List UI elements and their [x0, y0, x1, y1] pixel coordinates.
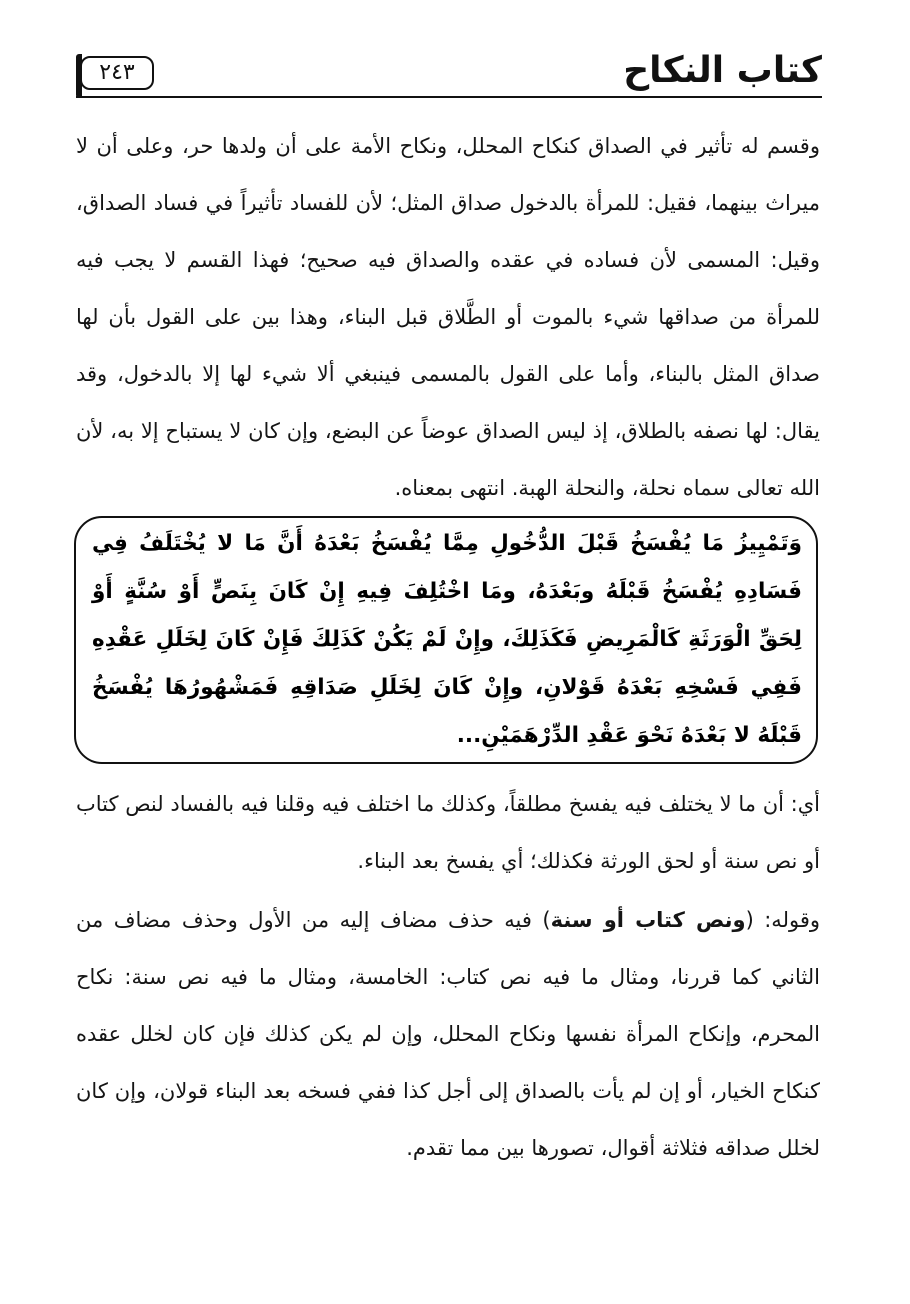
- paragraph-3: [76, 892, 820, 1177]
- matn-quote-text: وَتَمْيِيزُ مَا يُفْسَخُ قَبْلَ الدُّخُولِ مِمَّا يُفْسَخُ بَعْدَهُ أَنَّ مَا لا يُخْتَلَفُ فِي فَسَادِهِ يُفْسَخُ قَبْلَهُ وبَعْدَهُ، ومَا اخْتُلِفَ فِيهِ إِنْ كَانَ بِنَصٍّ أَوْ سُنَّةٍ أَوْ لِحَقِّ الْوَرَثَةِ كَالْمَرِيضِ فَكَذَلِكَ، وإِنْ لَمْ يَكُنْ كَذَلِكَ فَإِنْ كَانَ لِخَلَلِ عَقْدِهِ فَفِي فَسْخِهِ بَعْدَهُ قَوْلانِ، وإِنْ كَانَ لِخَلَلِ صَدَاقِهِ فَمَشْهُورُهَا يُفْسَخُ قَبْلَهُ لا بَعْدَهُ نَحْوَ عَقْدِ الدِّرْهَمَيْنِ...: [92, 531, 802, 748]
- paragraph-3-rest: ) فيه حذف مضاف إليه من الأول وحذف مضاف من الثاني كما قررنا، ومثال ما فيه نص كتاب: الخامسة، ومثال ما فيه نص سنة: نكاح المحرم، وإنكاح المرأة نفسها ونكاح المحلل، وإن لم يكن كذلك فإن كان لخلل عقده كنكاح الخيار، أو إن لم يأت بالصداق إلى أجل كذا ففي فسخه بعد البناء قولان، وإن كان لخلل صداقه فثلاثة أقوال، تصورها بين مما تقدم.: [76, 908, 820, 1160]
- paragraph-3-quoted-term: ونص كتاب أو سنة: [550, 908, 746, 932]
- page-header: [76, 48, 822, 104]
- chapter-title: كتاب النكاح: [623, 50, 822, 91]
- matn-quote-box: [74, 516, 818, 764]
- paragraph-2: أي: أن ما لا يختلف فيه يفسخ مطلقاً، وكذلك ما اختلف فيه وقلنا فيه بالفساد لنص كتاب أو نص سنة أو لحق الورثة فكذلك؛ أي يفسخ بعد البناء.: [76, 792, 820, 873]
- header-rule: [76, 96, 822, 98]
- page-number: ٢٤٣: [80, 56, 154, 90]
- paragraph-1: وقسم له تأثير في الصداق كنكاح المحلل، ونكاح الأمة على أن ولدها حر، وعلى أن لا ميراث بينهما، فقيل: للمرأة بالدخول صداق المثل؛ لأن للفساد تأثيراً في فساد الصداق، وقيل: المسمى لأن فساده في عقده والصداق فيه صحيح؛ فهذا القسم لا يجب فيه للمرأة من صداقها شيء بالموت أو الطَّلاق قبل البناء، وهذا بين على القول بأن لها صداق المثل بالبناء، وأما على القول بالمسمى فينبغي ألا شيء لها إلا بالدخول، وقد يقال: لها نصفه بالطلاق، إذ ليس الصداق عوضاً عن البضع، وإن كان لا يستباح إلا به، لأن الله تعالى سماه نحلة، والنحلة الهبة. انتهى بمعناه.: [76, 134, 820, 500]
- paragraph-3-lead: وقوله: (: [745, 908, 820, 932]
